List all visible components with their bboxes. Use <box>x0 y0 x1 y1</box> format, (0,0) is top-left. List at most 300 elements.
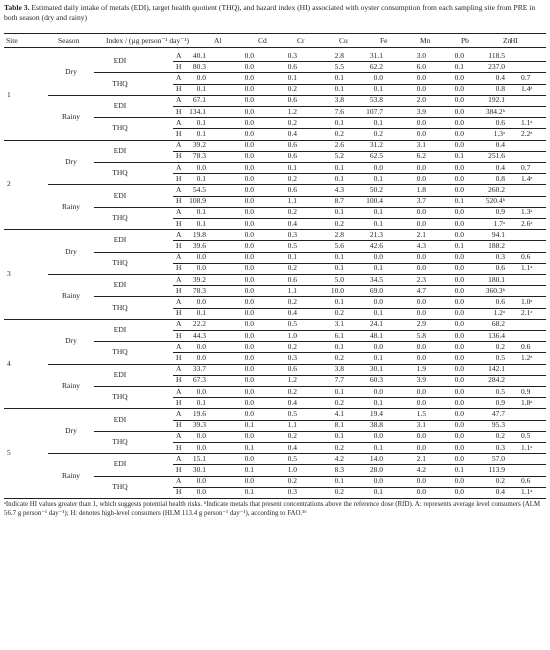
table-cell: 0.1 <box>196 397 206 407</box>
table-cell: 38.8 <box>369 420 383 430</box>
level-label: A <box>176 229 182 239</box>
level-label: H <box>176 375 182 385</box>
table-cell: 0.3 <box>287 487 297 497</box>
table-cell: 0.1 <box>334 207 344 217</box>
index-label: THQ <box>112 436 128 446</box>
table-cell: 0.3 <box>495 252 505 262</box>
header-metal: Zn <box>503 36 512 45</box>
table-cell: 22.2 <box>192 319 206 329</box>
table-cell: 0.0 <box>244 196 254 206</box>
table-cell: 34.5 <box>369 274 383 284</box>
table-cell: 0.0 <box>244 173 254 183</box>
table-cell: 0.3 <box>287 50 297 60</box>
level-label: A <box>176 95 182 105</box>
table-cell: 0.0 <box>196 341 206 351</box>
hi-cell: 2.6ᵃ <box>521 218 533 228</box>
table-cell: 30.1 <box>369 364 383 374</box>
hi-cell: 1.8ᵃ <box>521 397 533 407</box>
table-cell: 0.2 <box>287 476 297 486</box>
season-label: Dry <box>65 425 77 435</box>
table-cell: 0.2 <box>495 341 505 351</box>
table-cell: 0.0 <box>454 117 464 127</box>
table-cell: 68.2 <box>491 319 505 329</box>
level-label: A <box>176 50 182 60</box>
table-cell: 2.9 <box>416 319 426 329</box>
table-cell: 237.0 <box>488 61 505 71</box>
table-cell: 0.0 <box>244 229 254 239</box>
table-cell: 0.0 <box>244 274 254 284</box>
index-label: EDI <box>113 280 127 290</box>
table-cell: 39.2 <box>192 274 206 284</box>
season-label: Dry <box>65 336 77 346</box>
table-cell: 0.0 <box>373 431 383 441</box>
table-cell: 0.5 <box>495 386 505 396</box>
table-cell: 0.0 <box>196 476 206 486</box>
table-cell: 3.0 <box>416 50 426 60</box>
table-cell: 80.3 <box>192 61 206 71</box>
level-label: A <box>176 386 182 396</box>
table-cell: 3.7 <box>416 196 426 206</box>
level-label: A <box>176 431 182 441</box>
table-cell: 0.0 <box>454 453 464 463</box>
table-cell: 0.6 <box>287 95 297 105</box>
table-cell: 0.1 <box>334 162 344 172</box>
table-cell: 0.0 <box>244 364 254 374</box>
level-label: A <box>176 408 182 418</box>
table-cell: 5.6 <box>334 240 344 250</box>
table-cell: 0.0 <box>416 117 426 127</box>
table-cell: 0.6 <box>287 184 297 194</box>
table-cell: 57.0 <box>491 453 505 463</box>
table-cell: 0.0 <box>454 397 464 407</box>
table-cell: 136.4 <box>488 330 505 340</box>
table-cell: 3.9 <box>416 106 426 116</box>
table-cell: 0.0 <box>454 285 464 295</box>
table-cell: 0.4 <box>287 128 297 138</box>
level-label: H <box>176 397 182 407</box>
table-cell: 4.2 <box>334 453 344 463</box>
table-cell: 4.7 <box>416 285 426 295</box>
table-cell: 0.1 <box>454 464 464 474</box>
table-cell: 48.1 <box>369 330 383 340</box>
season-divider <box>48 453 546 454</box>
table-cell: 0.1 <box>244 464 254 474</box>
table-cell: 3.1 <box>416 140 426 150</box>
table-cell: 0.0 <box>454 319 464 329</box>
site-divider <box>4 140 546 141</box>
table-cell: 39.2 <box>192 140 206 150</box>
table-cell: 0.0 <box>454 476 464 486</box>
header-bottom-rule <box>4 47 546 48</box>
table-cell: 44.3 <box>192 330 206 340</box>
table-cell: 0.0 <box>373 476 383 486</box>
hi-cell: 0.9 <box>521 386 531 396</box>
index-label: EDI <box>113 56 127 66</box>
table-cell: 0.1 <box>196 128 206 138</box>
table-footnote: ᵃIndicate HI values greater than 1, which suggests potential health risks. ᵇIndicate metals that present concentrations above the reference dose (RfD). A: represents average level consumers (ALM 56.7 g person⁻¹ day⁻¹); H: denotes high-level consumers (HLM 113.4 g person⁻¹ day⁻¹), according to FAO.³⁶ <box>4 500 541 517</box>
level-label: A <box>176 72 182 82</box>
index-label: THQ <box>112 257 128 267</box>
table-cell: 0.6 <box>495 117 505 127</box>
index-label: EDI <box>113 145 127 155</box>
table-cell: 40.1 <box>192 50 206 60</box>
header-metal: Al <box>214 36 222 45</box>
table-cell: 0.2 <box>334 308 344 318</box>
table-cell: 0.0 <box>244 296 254 306</box>
level-label: H <box>176 352 182 362</box>
level-label: A <box>176 140 182 150</box>
table-cell: 0.0 <box>196 296 206 306</box>
table-cell: 0.1 <box>373 173 383 183</box>
table-cell: 2.8 <box>334 229 344 239</box>
table-cell: 0.0 <box>196 386 206 396</box>
table-cell: 0.3 <box>495 442 505 452</box>
table-cell: 14.0 <box>369 453 383 463</box>
table-cell: 0.4 <box>495 487 505 497</box>
table-cell: 0.0 <box>454 487 464 497</box>
table-cell: 0.2 <box>495 476 505 486</box>
table-cell: 0.0 <box>454 50 464 60</box>
table-cell: 0.1 <box>196 84 206 94</box>
row-divider <box>173 218 546 219</box>
index-label: THQ <box>112 78 128 88</box>
level-label: H <box>176 420 182 430</box>
table-cell: 6.1 <box>334 330 344 340</box>
table-cell: 1.1 <box>287 285 297 295</box>
table-cell: 0.0 <box>454 229 464 239</box>
season-divider <box>48 364 546 365</box>
table-cell: 0.6 <box>287 140 297 150</box>
table-cell: 0.0 <box>454 386 464 396</box>
table-cell: 360.3ᵇ <box>485 285 505 295</box>
hi-cell: 0.7 <box>521 162 531 172</box>
table-cell: 4.2 <box>416 464 426 474</box>
index-label: EDI <box>113 100 127 110</box>
level-label: A <box>176 274 182 284</box>
table-top-rule <box>4 33 546 34</box>
caption-text: Estimated daily intake of metals (EDI), target health quotient (THQ), and hazard index (HI) associated with oyster consumption from each sampling site from PRE in both season (dry and rainy) <box>4 3 536 22</box>
table-cell: 0.1 <box>334 117 344 127</box>
hi-cell: 1.3ᵃ <box>521 207 533 217</box>
table-cell: 107.7 <box>366 106 383 116</box>
table-cell: 0.0 <box>454 364 464 374</box>
table-cell: 0.2 <box>373 128 383 138</box>
table-cell: 0.0 <box>196 72 206 82</box>
table-cell: 0.3 <box>287 229 297 239</box>
table-cell: 0.6 <box>495 296 505 306</box>
table-cell: 0.0 <box>454 296 464 306</box>
table-cell: 192.1 <box>488 95 505 105</box>
site-label: 3 <box>7 268 11 278</box>
hi-cell: 0.7 <box>521 72 531 82</box>
table-cell: 0.0 <box>244 397 254 407</box>
table-cell: 3.1 <box>334 319 344 329</box>
table-cell: 0.0 <box>454 218 464 228</box>
table-cell: 134.1 <box>189 106 206 116</box>
table-cell: 0.1 <box>373 442 383 452</box>
table-cell: 8.1 <box>334 420 344 430</box>
table-cell: 0.4 <box>287 308 297 318</box>
season-label: Rainy <box>62 112 80 122</box>
table-cell: 1.2 <box>287 106 297 116</box>
table-cell: 0.4 <box>287 397 297 407</box>
hi-cell: 1.4ᵃ <box>521 84 533 94</box>
table-cell: 0.0 <box>454 274 464 284</box>
table-cell: 0.0 <box>196 487 206 497</box>
table-cell: 0.6 <box>495 263 505 273</box>
table-cell: 0.6 <box>287 151 297 161</box>
table-cell: 0.2 <box>287 386 297 396</box>
table-cell: 100.4 <box>366 196 383 206</box>
table-cell: 31.1 <box>369 50 383 60</box>
site-divider <box>4 408 546 409</box>
header-metal: Fe <box>380 36 388 45</box>
season-divider <box>48 274 546 275</box>
table-caption <box>4 3 546 23</box>
table-cell: 0.1 <box>454 61 464 71</box>
level-label: H <box>176 61 182 71</box>
table-cell: 0.0 <box>244 476 254 486</box>
table-cell: 0.1 <box>244 442 254 452</box>
table-cell: 260.2 <box>488 184 505 194</box>
table-cell: 62.2 <box>369 61 383 71</box>
table-cell: 0.0 <box>244 386 254 396</box>
table-cell: 384.2ᵇ <box>485 106 505 116</box>
header-metal: Mn <box>420 36 431 45</box>
table-cell: 5.2 <box>334 151 344 161</box>
index-label: EDI <box>113 414 127 424</box>
table-cell: 0.0 <box>454 352 464 362</box>
table-cell: 28.0 <box>369 464 383 474</box>
table-cell: 0.0 <box>196 263 206 273</box>
table-cell: 0.0 <box>454 128 464 138</box>
table-cell: 0.0 <box>244 431 254 441</box>
table-cell: 2.6 <box>334 140 344 150</box>
table-cell: 0.1 <box>196 308 206 318</box>
table-cell: 0.6 <box>287 61 297 71</box>
table-cell: 0.2 <box>334 487 344 497</box>
table-cell: 0.0 <box>196 431 206 441</box>
table-cell: 3.1 <box>416 420 426 430</box>
level-label: H <box>176 84 182 94</box>
table-cell: 0.2 <box>287 296 297 306</box>
table-cell: 0.0 <box>416 442 426 452</box>
table-cell: 30.1 <box>192 464 206 474</box>
hi-cell: 1.1ᵃ <box>521 117 533 127</box>
table-cell: 0.1 <box>196 117 206 127</box>
table-cell: 94.1 <box>491 229 505 239</box>
table-cell: 0.1 <box>287 72 297 82</box>
table-cell: 33.7 <box>192 364 206 374</box>
hi-cell: 0.6 <box>521 476 531 486</box>
index-label: EDI <box>113 369 127 379</box>
table-cell: 0.0 <box>244 128 254 138</box>
table-cell: 0.0 <box>454 173 464 183</box>
table-cell: 0.0 <box>244 319 254 329</box>
table-cell: 1.9 <box>416 364 426 374</box>
table-cell: 0.2 <box>287 84 297 94</box>
table-cell: 0.2 <box>287 341 297 351</box>
table-cell: 0.2 <box>287 173 297 183</box>
hi-cell: 1.1ᵃ <box>521 263 533 273</box>
table-cell: 0.0 <box>244 341 254 351</box>
table-cell: 3.8 <box>334 364 344 374</box>
hi-cell: 2.1ᵃ <box>521 308 533 318</box>
table-cell: 15.1 <box>192 453 206 463</box>
table-cell: 0.4 <box>287 442 297 452</box>
hi-cell: 1.4ᵃ <box>521 173 533 183</box>
table-cell: 0.0 <box>244 408 254 418</box>
table-cell: 0.0 <box>416 162 426 172</box>
table-cell: 0.0 <box>416 218 426 228</box>
table-cell: 0.9 <box>495 207 505 217</box>
table-cell: 0.0 <box>244 207 254 217</box>
level-label: A <box>176 252 182 262</box>
table-cell: 0.1 <box>454 240 464 250</box>
table-cell: 0.0 <box>454 252 464 262</box>
index-label: EDI <box>113 235 127 245</box>
site-label: 2 <box>7 179 11 189</box>
table-cell: 0.2 <box>334 397 344 407</box>
table-cell: 0.1 <box>334 476 344 486</box>
level-label: A <box>176 117 182 127</box>
row-divider <box>173 263 546 264</box>
table-cell: 47.7 <box>491 408 505 418</box>
table-cell: 0.0 <box>416 296 426 306</box>
table-cell: 0.1 <box>373 397 383 407</box>
table-cell: 0.1 <box>334 341 344 351</box>
table-cell: 0.2 <box>287 263 297 273</box>
table-cell: 31.2 <box>369 140 383 150</box>
table-cell: 0.2 <box>334 218 344 228</box>
table-cell: 7.7 <box>334 375 344 385</box>
table-cell: 0.0 <box>244 151 254 161</box>
table-cell: 251.6 <box>488 151 505 161</box>
table-cell: 0.0 <box>244 84 254 94</box>
level-label: A <box>176 453 182 463</box>
table-cell: 5.8 <box>416 330 426 340</box>
table-cell: 0.0 <box>244 50 254 60</box>
hi-cell: 2.2ᵃ <box>521 128 533 138</box>
table-cell: 0.0 <box>244 252 254 262</box>
level-label: H <box>176 218 182 228</box>
row-divider <box>173 84 546 85</box>
table-cell: 0.2 <box>287 207 297 217</box>
table-cell: 0.2 <box>287 117 297 127</box>
index-label: THQ <box>112 302 128 312</box>
table-cell: 0.0 <box>244 162 254 172</box>
table-cell: 8.3 <box>334 464 344 474</box>
table-cell: 0.0 <box>244 117 254 127</box>
level-label: H <box>176 151 182 161</box>
index-label: THQ <box>112 212 128 222</box>
table-cell: 0.2 <box>334 128 344 138</box>
table-cell: 0.0 <box>416 128 426 138</box>
index-label: EDI <box>113 459 127 469</box>
row-divider <box>173 487 546 488</box>
season-label: Dry <box>65 67 77 77</box>
header-metal: Cd <box>258 36 267 45</box>
table-cell: 0.0 <box>454 95 464 105</box>
table-cell: 118.5 <box>488 50 505 60</box>
table-cell: 0.0 <box>196 442 206 452</box>
table-cell: 520.4ᵇ <box>485 196 505 206</box>
row-divider <box>173 173 546 174</box>
table-cell: 78.3 <box>192 285 206 295</box>
table-cell: 0.0 <box>416 263 426 273</box>
table-cell: 0.0 <box>454 431 464 441</box>
season-label: Dry <box>65 246 77 256</box>
index-label: THQ <box>112 347 128 357</box>
table-cell: 284.2 <box>488 375 505 385</box>
header-metal: Pb <box>461 36 469 45</box>
table-cell: 0.1 <box>287 162 297 172</box>
table-cell: 0.1 <box>373 117 383 127</box>
table-cell: 0.0 <box>454 162 464 172</box>
table-cell: 6.2 <box>416 151 426 161</box>
site-label: 1 <box>7 89 11 99</box>
table-cell: 3.9 <box>416 375 426 385</box>
table-cell: 2.1 <box>416 453 426 463</box>
table-cell: 95.3 <box>491 420 505 430</box>
table-cell: 0.2 <box>287 431 297 441</box>
header-index: Index / (µg person⁻¹ day⁻¹) <box>106 36 189 45</box>
level-label: H <box>176 128 182 138</box>
header-season: Season <box>58 36 80 45</box>
season-divider <box>48 184 546 185</box>
table-cell: 0.8 <box>495 84 505 94</box>
table-cell: 0.0 <box>454 184 464 194</box>
table-cell: 0.2 <box>334 442 344 452</box>
level-label: H <box>176 263 182 273</box>
table-cell: 0.0 <box>454 72 464 82</box>
table-cell: 0.6 <box>287 364 297 374</box>
level-label: H <box>176 330 182 340</box>
level-label: H <box>176 106 182 116</box>
table-cell: 6.0 <box>416 61 426 71</box>
table-cell: 0.0 <box>244 375 254 385</box>
row-divider <box>173 397 546 398</box>
table-cell: 0.0 <box>244 106 254 116</box>
table-cell: 0.0 <box>454 84 464 94</box>
table-cell: 0.2 <box>334 352 344 362</box>
header-metal: Cu <box>339 36 348 45</box>
level-label: H <box>176 487 182 497</box>
table-cell: 0.1 <box>334 84 344 94</box>
table-cell: 0.0 <box>454 106 464 116</box>
table-cell: 0.1 <box>244 420 254 430</box>
table-cell: 5.5 <box>334 61 344 71</box>
table-cell: 142.1 <box>488 364 505 374</box>
table-cell: 1.0 <box>287 464 297 474</box>
table-cell: 0.0 <box>416 352 426 362</box>
table-cell: 0.0 <box>196 252 206 262</box>
table-cell: 53.8 <box>369 95 383 105</box>
table-cell: 0.1 <box>196 173 206 183</box>
table-cell: 5.0 <box>334 274 344 284</box>
table-cell: 0.1 <box>373 308 383 318</box>
table-cell: 0.3 <box>287 352 297 362</box>
row-divider <box>173 128 546 129</box>
table-cell: 4.3 <box>334 184 344 194</box>
table-cell: 7.6 <box>334 106 344 116</box>
hi-cell: 1.1ᵃ <box>521 442 533 452</box>
table-cell: 1.3ᵃ <box>493 128 505 138</box>
table-cell: 0.1 <box>373 218 383 228</box>
table-cell: 0.0 <box>244 61 254 71</box>
table-cell: 0.0 <box>244 453 254 463</box>
level-label: A <box>176 476 182 486</box>
